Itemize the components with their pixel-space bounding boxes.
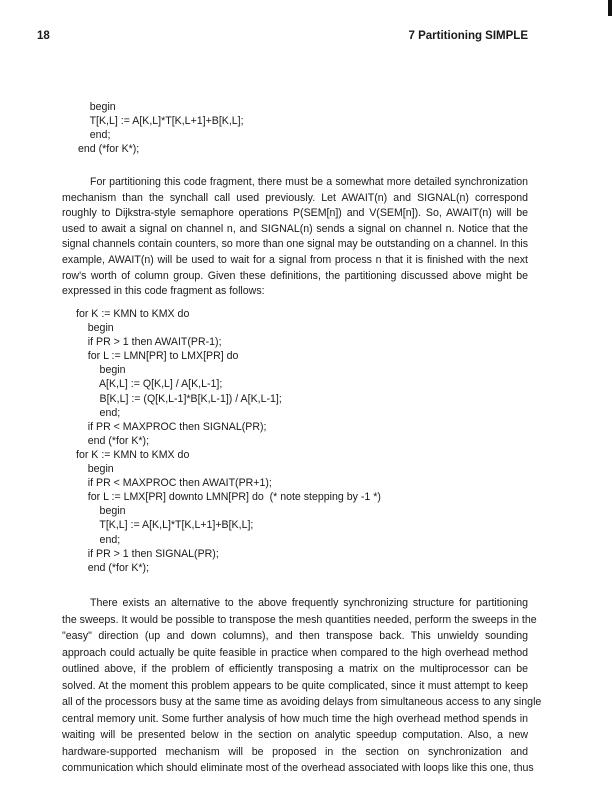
code-line: for L := LMN[PR] to LMX[PR] do: [76, 350, 239, 363]
code-fragment-main: [76, 307, 381, 575]
code-line: end;: [78, 129, 111, 142]
code-line: A[K,L] := Q[K,L] / A[K,L-1];: [76, 378, 223, 391]
running-head: 7 Partitioning SIMPLE: [408, 30, 528, 42]
code-line: begin: [76, 505, 126, 518]
text-line: "easy" direction (up and down columns), and then transpose back. This unwieldy sounding: [62, 630, 528, 642]
code-line: end;: [76, 406, 121, 419]
text-line: the sweeps. It would be possible to transpose the mesh quantities needed, perform the sweeps in the: [62, 613, 537, 626]
code-line: end (*for K*);: [78, 143, 140, 156]
text-line: outlined above, if the problem of efficiently transposing a matrix on the multiprocessor can be: [62, 663, 528, 675]
text-line: solved. At the moment this problem appears to be quite complicated, since it must attempt to keep: [62, 679, 528, 692]
text-line: approach could actually be quite feasible in practice when compared to the high overhead method: [62, 646, 528, 659]
text-line: There exists an alternative to the above frequently synchronizing structure for partitioning: [90, 597, 528, 609]
code-line: for K := KMN to KMX do: [76, 308, 190, 320]
text-line: waiting will be presented below in the section on analytic speedup computation. Also, a new: [62, 729, 528, 741]
code-line: begin: [76, 322, 114, 335]
code-line: begin: [78, 101, 116, 113]
text-line: For partitioning this code fragment, there must be a somewhat more detailed synchronization: [90, 176, 528, 188]
text-line: hardware-supported mechanism will be proposed in the section on synchronization and: [62, 745, 528, 758]
text-line: all of the processors busy at the same time as avoiding delays from simultaneous access to any single: [62, 696, 542, 708]
page-number: 18: [37, 30, 50, 42]
text-line: mechanism than the synchall call used previously. Let AWAIT(n) and SIGNAL(n) correspond: [62, 191, 528, 204]
text-line: used to await a signal on channel n, and SIGNAL(n) sends a signal on channel n. Notice that the: [62, 222, 528, 235]
paragraph-1: [62, 175, 528, 300]
code-line: if PR > 1 then AWAIT(PR-1);: [76, 336, 222, 349]
code-line: B[K,L] := (Q[K,L-1]*B[K,L-1]) / A[K,L-1];: [76, 392, 282, 405]
scan-edge-mark: [608, 0, 612, 16]
paragraph-2: [62, 595, 542, 777]
text-line: roughly to Dijkstra-style semaphore operations P(SEM[n]) and V(SEM[n]). So, AWAIT(n) will be: [62, 207, 528, 220]
code-line: begin: [76, 463, 114, 476]
code-line: T[K,L] := A[K,L]*T[K,L+1]+B[K,L];: [76, 519, 254, 532]
text-line: row's worth of column group. Given these definitions, the partitioning discussed above might be: [62, 269, 528, 282]
code-line: end;: [76, 533, 121, 546]
code-line: for L := LMX[PR] downto LMN[PR] do (* note stepping by -1 *): [76, 491, 381, 504]
code-line: for K := KMN to KMX do: [76, 448, 190, 461]
code-line: end (*for K*);: [76, 434, 150, 447]
text-line: example, AWAIT(n) will be used to wait for a signal from process n that it is finished with the next: [62, 253, 528, 266]
code-line: T[K,L] := A[K,L]*T[K,L+1]+B[K,L];: [78, 115, 244, 128]
code-line: end (*for K*);: [76, 561, 150, 574]
code-line: begin: [76, 364, 126, 377]
text-line: communication which should eliminate most of the overhead associated with loops like this one, thus: [62, 762, 534, 774]
text-line: central memory unit. Some further analysis of how much time the high overhead method spends in: [62, 712, 528, 725]
code-line: if PR > 1 then SIGNAL(PR);: [76, 547, 219, 560]
text-line: signal channels contain counters, so more than one signal may be outstanding on a channel. In this: [62, 238, 528, 251]
code-line: if PR < MAXPROC then AWAIT(PR+1);: [76, 477, 272, 490]
code-line: if PR < MAXPROC then SIGNAL(PR);: [76, 420, 267, 433]
code-fragment-top: [78, 100, 244, 156]
text-line: expressed in this code fragment as follows:: [62, 285, 265, 298]
